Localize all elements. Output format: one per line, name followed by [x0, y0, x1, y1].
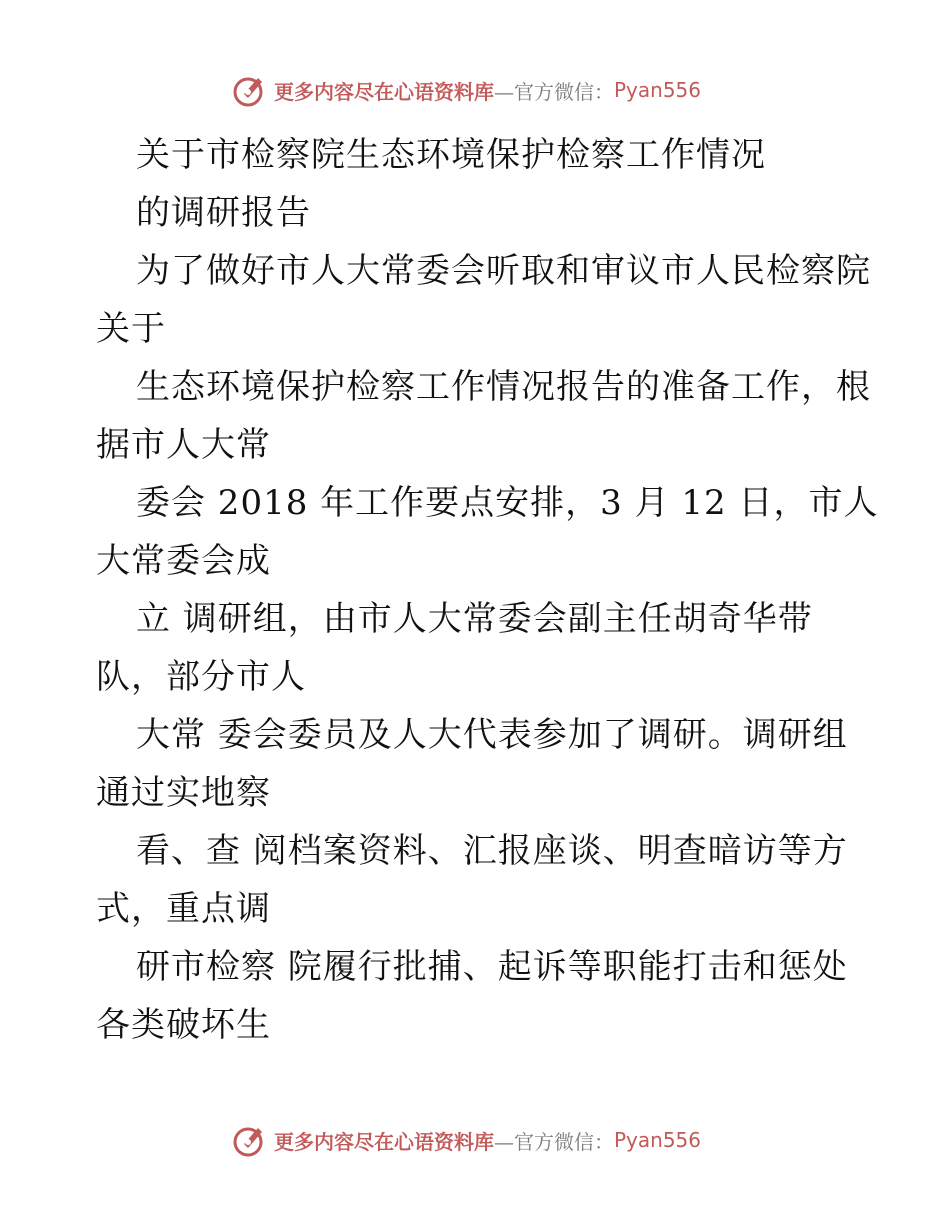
pen-nib-circle-icon [232, 1122, 268, 1158]
doc-line: 通过实地察 [96, 773, 271, 813]
doc-line: 为了做好市人大常委会听取和审议市人民检察院 [136, 251, 871, 291]
doc-line: 立 调研组，由市人大常委会副主任胡奇华带 [136, 599, 813, 639]
banner-main-text: 更多内容尽在心语资料库 [274, 1129, 494, 1154]
doc-line: 看、查 阅档案资料、汇报座谈、明查暗访等方 [136, 831, 848, 871]
doc-line: 关于 [96, 309, 166, 349]
doc-line: 生态环境保护检察工作情况报告的准备工作，根 [136, 367, 871, 407]
doc-line: 关于市检察院生态环境保护检察工作情况 [136, 135, 766, 175]
pen-nib-circle-icon [232, 72, 268, 108]
banner-dash-text: —官方微信： [494, 1129, 614, 1154]
document-body [0, 126, 950, 1054]
doc-line: 大常委会成 [96, 541, 271, 581]
doc-line: 大常 委会委员及人大代表参加了调研。调研组 [136, 715, 848, 755]
banner-wechat-id: Pyan556 [614, 78, 702, 102]
doc-line: 委会 2018 年工作要点安排，3 月 12 日，市人 [136, 483, 879, 523]
doc-line: 式，重点调 [96, 889, 271, 929]
banner-main-text: 更多内容尽在心语资料库 [274, 79, 494, 104]
banner-dash-text: —官方微信： [494, 79, 614, 104]
doc-line: 研市检察 院履行批捕、起诉等职能打击和惩处 [136, 947, 848, 987]
header-banner [232, 70, 701, 110]
banner-wechat-id: Pyan556 [614, 1128, 702, 1152]
doc-line: 据市人大常 [96, 425, 271, 465]
doc-line: 各类破坏生 [96, 1005, 271, 1045]
doc-line: 的调研报告 [136, 193, 311, 233]
doc-line: 队，部分市人 [96, 657, 306, 697]
footer-banner [232, 1120, 701, 1160]
